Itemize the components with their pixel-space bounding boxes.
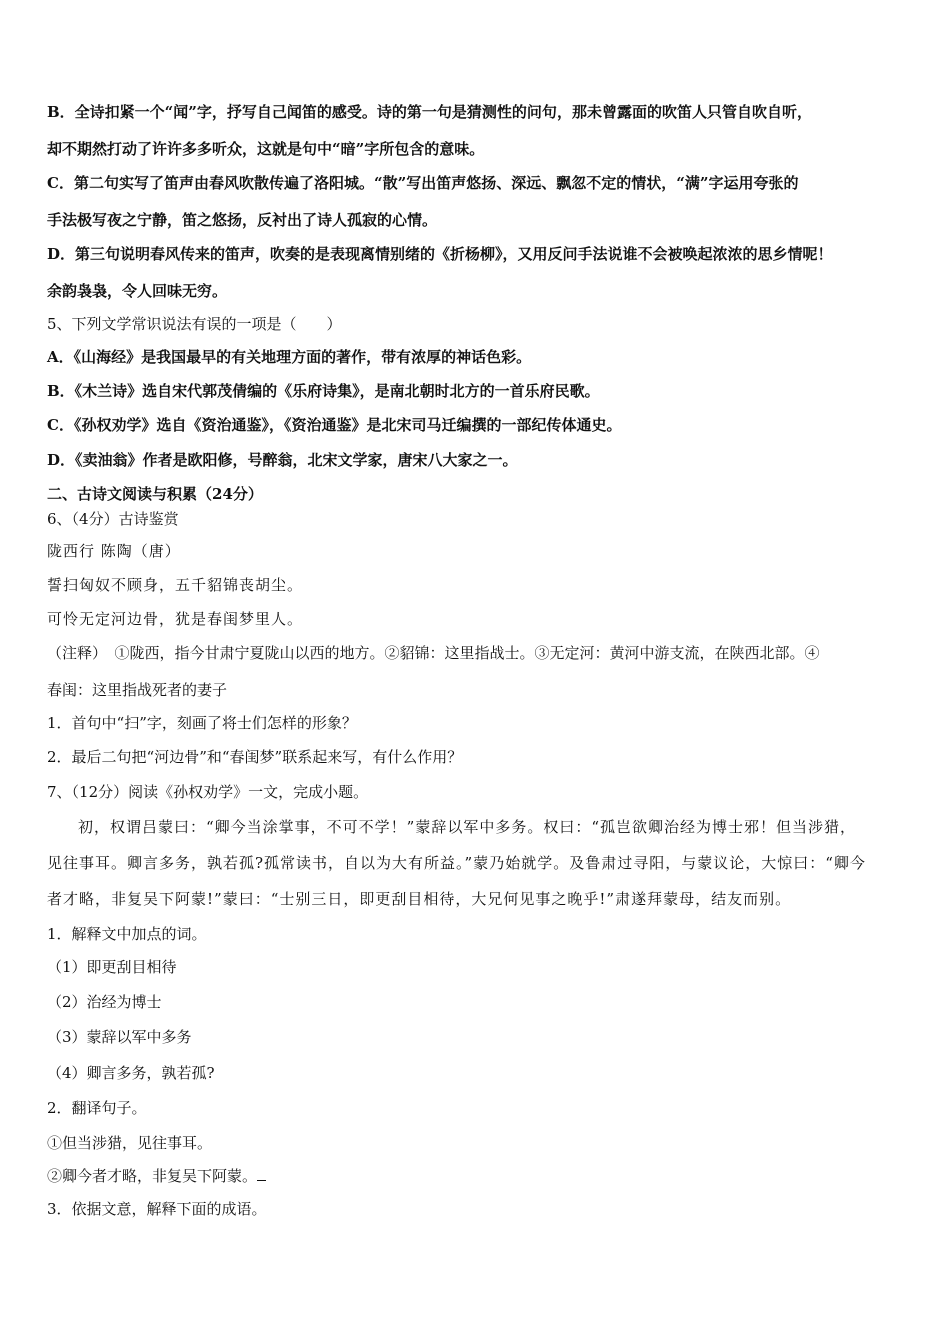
q5-option-c: C．《孙权劝学》选自《资治通鉴》，《资治通鉴》是北宋司马迁编撰的一部纪传体通史。 [47, 416, 622, 434]
q7-sub1-item4: （4）卿言多务，孰若孤? [47, 1064, 215, 1082]
q7-sub3: 3．依据文意，解释下面的成语。 [47, 1200, 267, 1218]
q5-option-d: D．《卖油翁》作者是欧阳修，号醉翁，北宋文学家，唐宋八大家之一。 [47, 451, 518, 469]
q7-sub1: 1．解释文中加点的词。 [47, 925, 207, 943]
q4-option-d-line2: 余韵袅袅，令人回味无穷。 [47, 282, 228, 300]
q7-sub2: 2．翻译句子。 [47, 1099, 147, 1117]
q7-sub2-item2-line [47, 1166, 916, 1186]
q6-question-2: 2．最后二句把“河边骨”和“春闺梦”联系起来写，有什么作用？ [47, 748, 463, 766]
poem-line-2: 可怜无定河边骨，犹是春闺梦里人。 [47, 610, 304, 628]
q7-sub1-item2: （2）治经为博士 [47, 993, 162, 1011]
q7-sub2-item2: ②卿今者才略，非复吴下阿蒙。 [47, 1167, 258, 1185]
passage-line1: 初，权谓吕蒙曰：“卿今当涂掌事，不可不学！”蒙辞以军中多务。权曰：“孤岂欲卿治经为博士邪！但当涉猎， [78, 818, 857, 836]
q4-option-b-line1: B．全诗扣紧一个“闻”字，抒写自己闻笛的感受。诗的第一句是猜测性的问句，那未曾露面的吹笛人只管自吹自听， [47, 103, 812, 121]
q7-sub1-item1: （1）即更刮目相待 [47, 958, 177, 976]
passage-line3: 者才略，非复吴下阿蒙!”蒙曰：“士别三日，即更刮目相待，大兄何见事之晚乎!”肃遂拜蒙母，结友而别。 [47, 890, 792, 908]
q6-stem: 6、（4分）古诗鉴赏 [47, 510, 179, 528]
poem-line-1: 誓扫匈奴不顾身，五千貂锦丧胡尘。 [47, 576, 304, 594]
passage-line2: 见往事耳。卿言多务，孰若孤?孤常读书，自以为大有所益。”蒙乃始就学。及鲁肃过寻阳，与蒙议论，大惊曰：“卿今 [47, 854, 866, 872]
q7-stem: 7、（12分）阅读《孙权劝学》一文，完成小题。 [47, 783, 369, 801]
q6-question-1: 1．首句中“扫”字，刻画了将士们怎样的形象？ [47, 714, 357, 732]
q5-stem: 5、下列文学常识说法有误的一项是（ ） [47, 315, 342, 333]
q4-option-d-line1: D．第三句说明春风传来的笛声，吹奏的是表现离情别绪的《折杨柳》，又用反问手法说谁不会被唤起浓浓的思乡情呢！ [47, 245, 833, 263]
q5-option-a: A．《山海经》是我国最早的有关地理方面的著作，带有浓厚的神话色彩。 [47, 348, 532, 366]
poem-title: 陇西行 陈陶（唐） [47, 542, 181, 560]
q7-sub2-item1: ①但当涉猎，见往事耳。 [47, 1134, 213, 1152]
poem-notes-line1: （注释） ①陇西，指今甘肃宁夏陇山以西的地方。②貂锦：这里指战士。③无定河：黄河中游支流，在陕西北部。④ [47, 644, 820, 662]
q4-option-b-line2: 却不期然打动了许许多多听众，这就是句中“暗”字所包含的意味。 [47, 140, 485, 158]
poem-notes-line2: 春闺：这里指战死者的妻子 [47, 681, 228, 699]
q5-option-b: B．《木兰诗》选自宋代郭茂倩编的《乐府诗集》，是南北朝时北方的一首乐府民歌。 [47, 382, 600, 400]
section-heading: 二、古诗文阅读与积累（24分） [47, 485, 263, 503]
answer-blank [257, 1168, 266, 1181]
q7-sub1-item3: （3）蒙辞以军中多务 [47, 1028, 192, 1046]
q4-option-c-line2: 手法极写夜之宁静，笛之悠扬，反衬出了诗人孤寂的心情。 [47, 211, 438, 229]
q4-option-c-line1: C．第二句实写了笛声由春风吹散传遍了洛阳城。“散”写出笛声悠扬、深远、飘忽不定的情状，“满”字运用夸张的 [47, 174, 799, 192]
